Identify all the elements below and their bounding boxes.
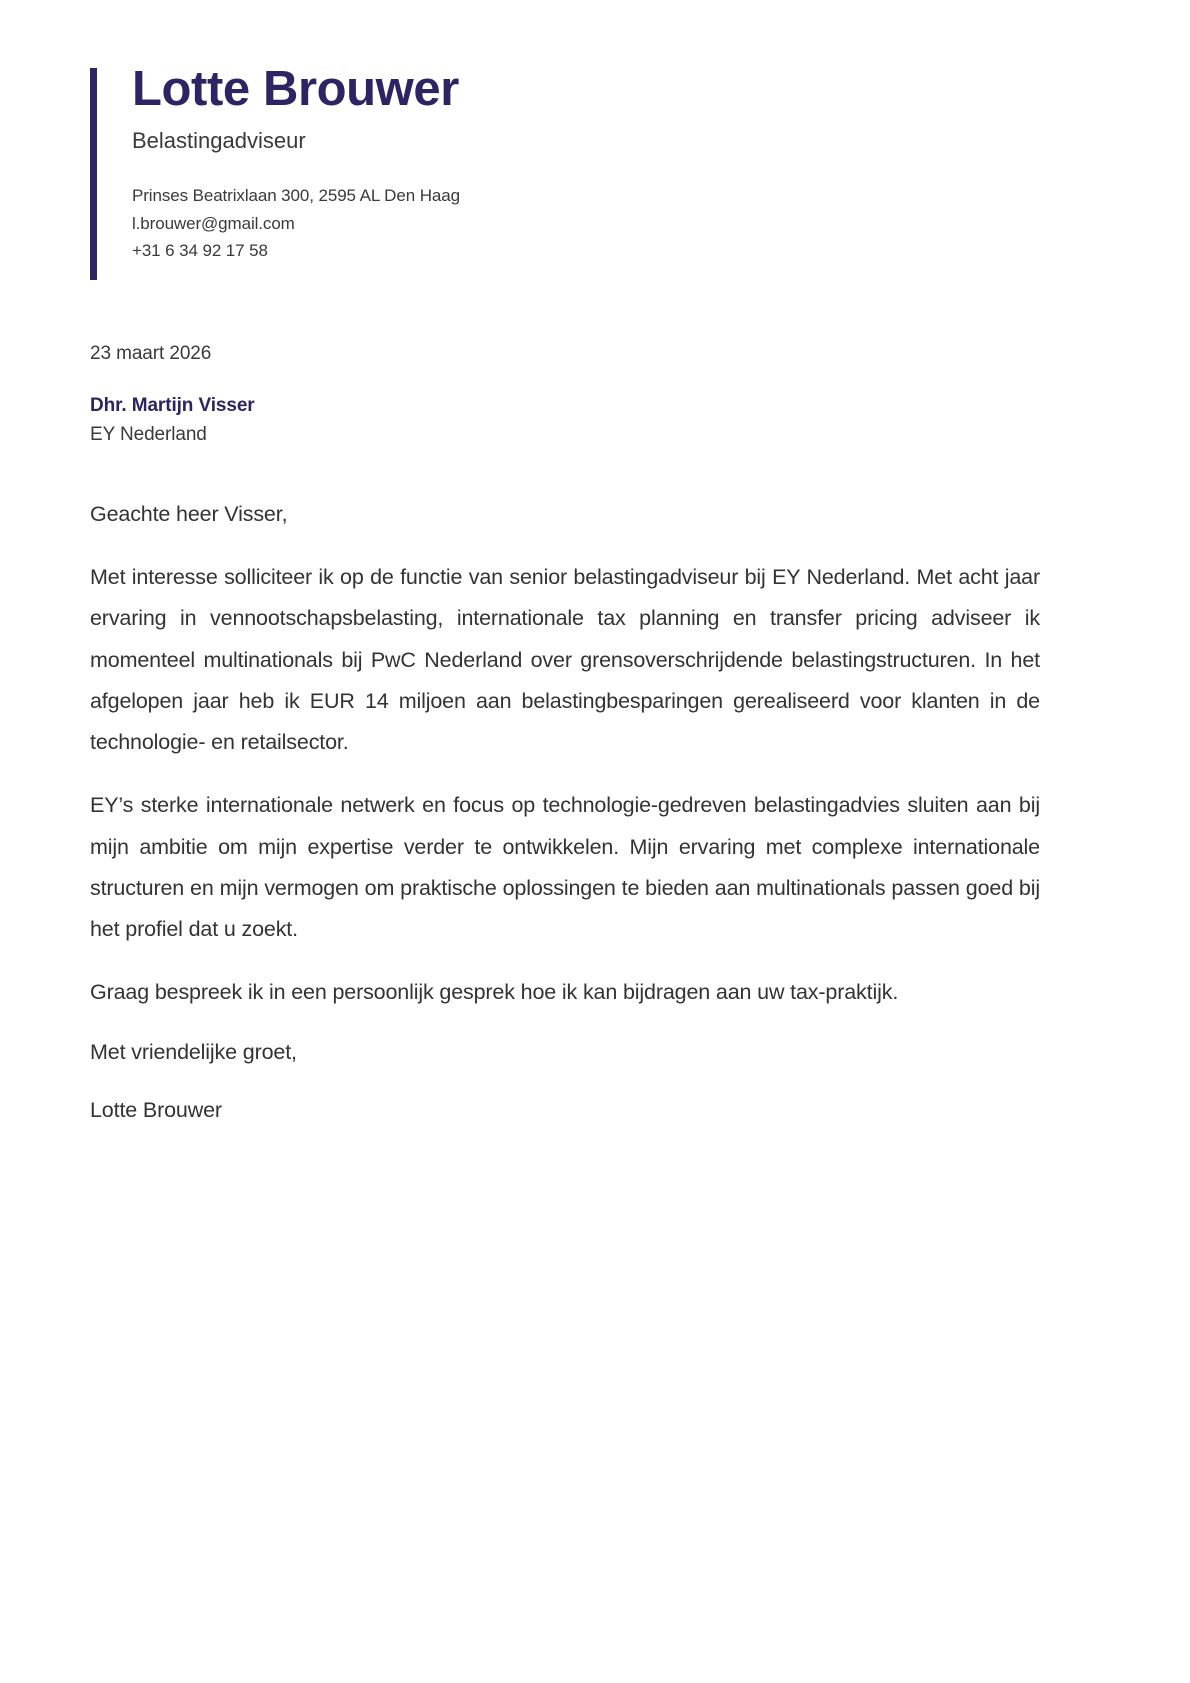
letter-body xyxy=(90,498,1040,1126)
signature-name: Lotte Brouwer xyxy=(90,1098,222,1122)
recipient-name: Dhr. Martijn Visser xyxy=(90,394,255,416)
body-paragraph: EY’s sterke internationale netwerk en focus op technologie-gedreven belastingadvies sluiten aan bij mijn ambitie om mijn expertise verder te ontwikkelen. Mijn ervaring met complexe internationale structuren en mijn vermogen om praktische oplossingen te bieden aan multinationals passen goed bij het profiel dat u zoekt. xyxy=(90,793,1040,942)
body-paragraph: Graag bespreek ik in een persoonlijk gesprek hoe ik kan bijdragen aan uw tax-praktijk. xyxy=(90,980,899,1005)
sender-phone: +31 6 34 92 17 58 xyxy=(132,241,268,261)
sender-job-title: Belastingadviseur xyxy=(132,127,306,153)
sender-name: Lotte Brouwer xyxy=(132,62,459,116)
sender-address: Prinses Beatrixlaan 300, 2595 AL Den Haag xyxy=(132,186,460,206)
sender-contact-block xyxy=(132,182,1040,265)
salutation: Geachte heer Visser, xyxy=(90,501,288,526)
letter-meta xyxy=(90,343,1040,446)
sender-email: l.brouwer@gmail.com xyxy=(132,213,295,233)
closing-line: Met vriendelijke groet, xyxy=(90,1039,297,1064)
body-paragraph: Met interesse solliciteer ik op de functie van senior belastingadviseur bij EY Nederland. Met acht jaar ervaring in vennootschapsbelasting, internationale tax planning en transfer pricing adviseer ik momenteel multinationals bij PwC Nederland over grensoverschrijdende belastingstructuren. In het afgelopen jaar heb ik EUR 14 miljoen aan belastingbesparingen gerealiseerd voor klanten in de technologie- en retailsector. xyxy=(90,565,1040,755)
letter-date: 23 maart 2026 xyxy=(90,342,212,364)
accent-bar xyxy=(90,68,97,280)
letterhead xyxy=(90,62,1040,265)
recipient-organization: EY Nederland xyxy=(90,423,207,445)
